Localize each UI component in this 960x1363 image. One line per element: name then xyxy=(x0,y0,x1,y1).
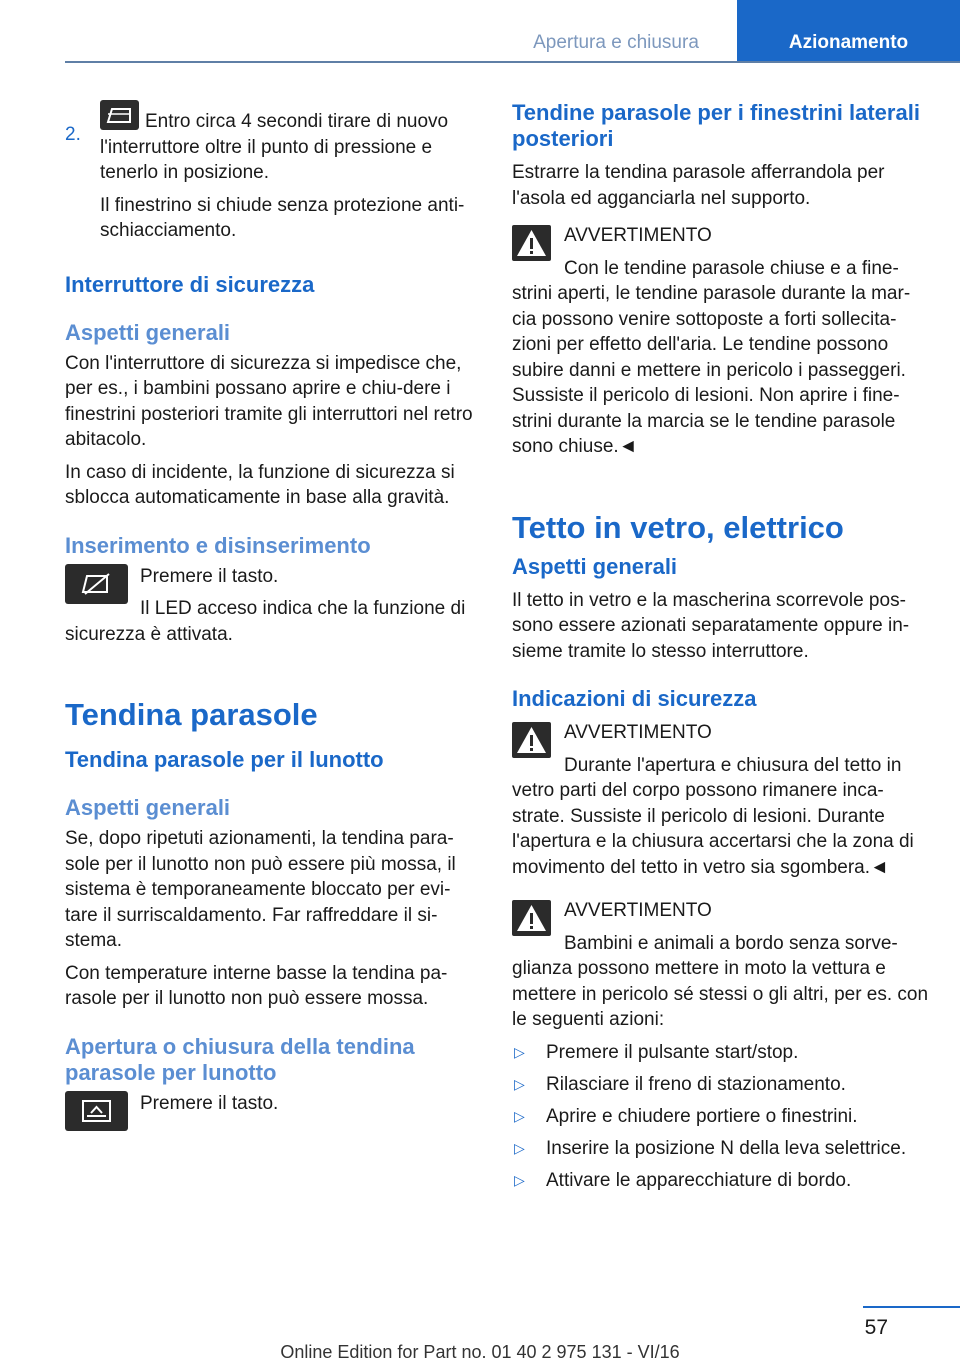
warning-icon xyxy=(512,225,551,261)
side-blind-heading: Tendine parasole per i finestrini laterali posteriori xyxy=(512,100,920,151)
sunblind-paragraph-2: Con temperature interne basse la tendina pa-rasole per il lunotto non può essere mossa. xyxy=(65,962,448,1009)
page-number: 57 xyxy=(864,1316,888,1339)
safety-general-heading: Aspetti generali xyxy=(65,319,231,345)
header-section-title: Apertura e chiusura xyxy=(533,32,699,53)
safety-notes-heading: Indicazioni di sicurezza xyxy=(512,686,757,711)
warning-title: AVVERTIMENTO xyxy=(564,225,712,246)
safety-paragraph-1: Con l'interruttore di sicurezza si impedisce che, per es., i bambini possano aprire e chiu-dere i finestrini posteriori tramite gli interruttori nel retro abitacolo. xyxy=(65,352,473,450)
triangle-bullet-icon: ▷ xyxy=(514,1043,525,1060)
onoff-heading: Inserimento e disinserimento xyxy=(65,532,371,558)
triangle-bullet-icon: ▷ xyxy=(514,1171,525,1188)
side-blind-paragraph: Estrarre la tendina parasole afferrandola per l'asola ed agganciarla nel supporto. xyxy=(512,162,885,209)
page-number-rule xyxy=(863,1306,960,1308)
list-item: ▷ Inserire la posizione N della leva selettrice. xyxy=(512,1136,932,1162)
sunblind-paragraph-1: Se, dopo ripetuti azionamenti, la tendina para-sole per il lunotto non può essere più mossa, il sistema è temporaneamente bloccato per evi-tare il surriscaldamento. Far raffreddare il si-stema. xyxy=(65,828,456,951)
right-column xyxy=(512,100,932,1200)
warning-icon xyxy=(512,722,551,758)
rear-sunblind-heading: Tendina parasole per il lunotto xyxy=(65,747,384,772)
sunblind-key-text: Premere il tasto. xyxy=(140,1092,279,1114)
window-switch-icon xyxy=(100,100,139,130)
step-text: Entro circa 4 secondi tirare di nuovo l'interruttore oltre il punto di pressione e tenerlo in posizione. xyxy=(100,100,480,186)
safety-switch-heading: Interruttore di sicurezza xyxy=(65,271,315,297)
warning-text: Bambini e animali a bordo senza sorve-glianza possono mettere in moto la vettura e mettere in pericolo sé stessi o gli altri, per es. con le seguenti azioni: xyxy=(512,932,929,1030)
step-number: 2. xyxy=(65,124,81,145)
safety-key-text: Premere il tasto. xyxy=(140,565,279,587)
step-note: Il finestrino si chiude senza protezione anti-schiacciamento. xyxy=(100,194,465,241)
list-item: ▷ Aprire e chiudere portiere o finestrini. xyxy=(512,1104,932,1130)
glass-roof-paragraph: Il tetto in vetro e la mascherina scorrevole pos-sono essere azionati separatamente oppure in-sieme tramite lo stesso interruttore. xyxy=(512,589,910,662)
warning-icon xyxy=(512,900,551,936)
triangle-bullet-icon: ▷ xyxy=(514,1075,525,1092)
sunblind-open-heading: Apertura o chiusura della tendina parasole per lunotto xyxy=(65,1033,415,1085)
list-item: ▷ Rilasciare il freno di stazionamento. xyxy=(512,1072,932,1098)
sunblind-key-row xyxy=(65,1091,480,1131)
triangle-bullet-icon: ▷ xyxy=(514,1107,525,1124)
warning-side-blind xyxy=(512,223,932,460)
warning-glass-roof-2 xyxy=(512,898,932,1033)
sunblind-heading: Tendina parasole xyxy=(65,697,318,732)
warning-text: Con le tendine parasole chiuse e a fine-strini aperti, le tendine parasole durante la mar-cia possono venire sottoposte a forti sollecita-zioni per effetto dell'aria. Le tendine possono subire danni e mettere in pericolo i passeggeri. Sussiste il pericolo di lesioni. Non aprire i fine-strini durante la marcia se le tendine parasole sono chiuse.◄ xyxy=(512,257,911,457)
safety-led-text: Il LED acceso indica che la funzione di sicurezza è attivata. xyxy=(65,598,466,645)
window-lock-key-icon xyxy=(65,564,128,604)
header-chapter-tab: Azionamento xyxy=(737,0,960,61)
list-item: ▷ Attivare le apparecchiature di bordo. xyxy=(512,1168,932,1194)
safety-key-row xyxy=(65,564,480,648)
safety-paragraph-2: In caso di incidente, la funzione di sicurezza si sblocca automaticamente in base alla gravità. xyxy=(65,461,455,508)
warning-text: Durante l'apertura e chiusura del tetto in vetro parti del corpo possono rimanere inca-strate. Sussiste il pericolo di lesioni. Durante l'apertura e la chiusura accertarsi che la zona di movimento del tetto in vetro sia sgombera.◄ xyxy=(512,754,914,878)
left-column xyxy=(65,100,480,1131)
footer-edition: Online Edition for Part no. 01 40 2 975 131 - VI/16 xyxy=(280,1342,680,1362)
warning-title: AVVERTIMENTO xyxy=(564,900,712,921)
glass-roof-general-heading: Aspetti generali xyxy=(512,553,678,579)
warning-title: AVVERTIMENTO xyxy=(564,722,712,743)
sunblind-general-heading: Aspetti generali xyxy=(65,795,231,820)
glass-roof-heading: Tetto in vetro, elettrico xyxy=(512,509,844,545)
sunblind-key-icon xyxy=(65,1091,128,1131)
action-list xyxy=(512,1040,932,1194)
warning-glass-roof-1 xyxy=(512,720,932,880)
triangle-bullet-icon: ▷ xyxy=(514,1139,525,1156)
step-2 xyxy=(65,100,480,244)
header-rule xyxy=(65,61,960,63)
list-item: ▷ Premere il pulsante start/stop. xyxy=(512,1040,932,1066)
